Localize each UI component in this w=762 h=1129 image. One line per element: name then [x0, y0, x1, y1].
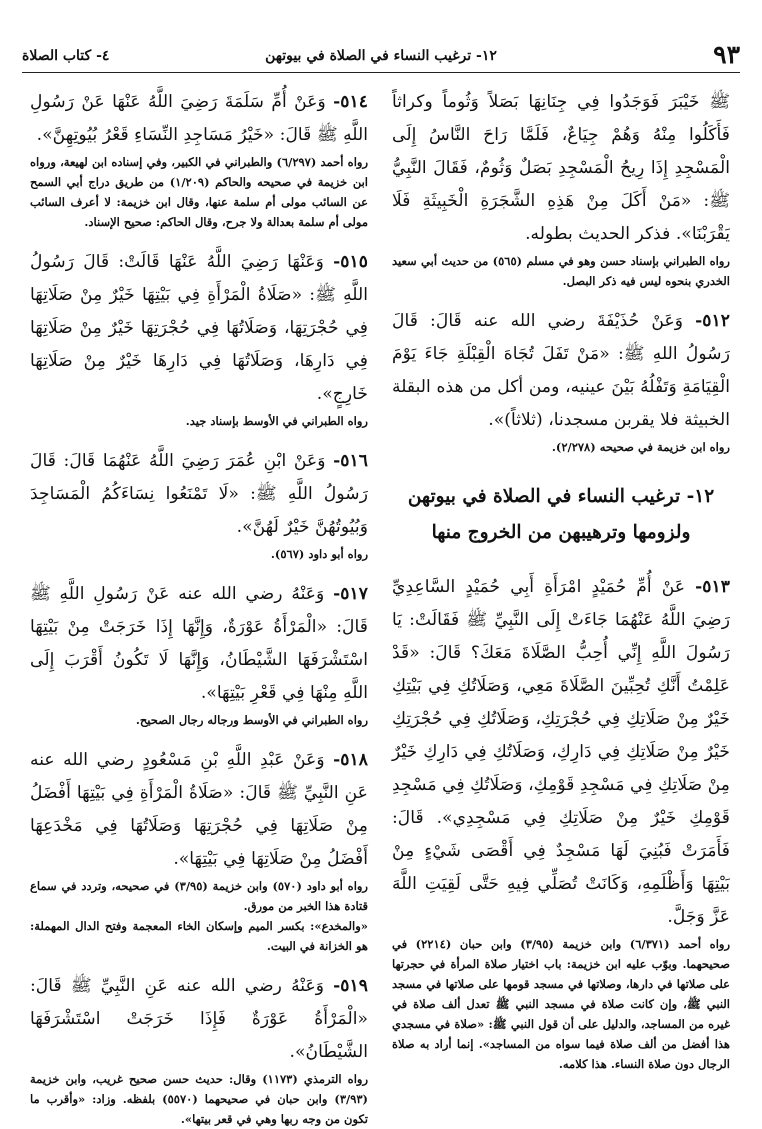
hadith-number: ٥١٦- — [333, 451, 368, 471]
hadith-number: ٥١٨- — [333, 750, 368, 770]
hadith-514-text: وَعَنْ أُمِّ سَلَمَةَ رَضِيَ اللَّهُ عَنْهَا عَنْ رَسُولِ اللَّهِ ﷺ قَالَ: «خَيْرُ مَسَاجِدِ النِّسَاءِ قَعْرُ بُيُوتِهِنَّ». — [30, 92, 368, 145]
page-header — [22, 40, 740, 73]
chapter-heading-line1: ١٢- ترغيب النساء في الصلاة في بيوتهن — [407, 486, 715, 507]
hadith-511-source: رواه الطبراني بإسناد حسن وهو في مسلم (٥٦٥) من حديث أبي سعيد الخدري بنحوه ليس فيه ذكر البصل. — [392, 254, 730, 288]
hadith-number: ٥١٧- — [333, 584, 368, 604]
hadith-519-text: وَعَنْهُ رضي الله عنه عَنِ النَّبِيِّ ﷺ قَالَ: «الْمَرْأَةُ عَوْرَةٌ فَإِذَا خَرَجَتْ اسْتَشْرَفَهَا الشَّيْطَانُ». — [30, 976, 368, 1062]
hadith-516-text: وَعَنْ ابْنِ عُمَرَ رَضِيَ اللَّهُ عَنْهُمَا قَالَ: قَالَ رَسُولُ اللَّهِ ﷺ: «لَا تَمْنَعُوا نِسَاءَكُمُ الْمَسَاجِدَ وَبُيُوتُهُنَّ خَيْرٌ لَهُنَّ». — [30, 451, 368, 537]
right-column — [392, 86, 730, 1074]
hadith-517-source: رواه الطبراني في الأوسط ورجاله رجال الصحيح. — [135, 713, 368, 727]
page-number: ٩٣ — [713, 40, 740, 69]
running-book-title: ٤- كتاب الصلاة — [22, 48, 110, 64]
hadith-517 — [30, 578, 368, 710]
hadith-513-text: عَنْ أُمِّ حُمَيْدٍ امْرَأَةِ أَبِي حُمَيْدٍ السَّاعِدِيِّ رَضِيَ اللَّهُ عَنْهُمَا جَاءَتْ إِلَى النَّبِيِّ ﷺ فَقَالَتْ: يَا رَسُولَ اللَّهِ إِنِّي أُحِبُّ الصَّلَاةَ مَعَكَ؟ قَالَ: «قَدْ عَلِمْتُ أَنَّكِ تُحِبِّينَ الصَّلَاةَ مَعِي، وَصَلَاتُكِ فِي بَيْتِكِ خَيْرٌ مِنْ صَلَاتِكِ فِي حُجْرَتِكِ، وَصَلَاتُكِ فِي حُجْرَتِكِ خَيْرٌ مِنْ صَلَاتِكِ فِي دَارِكِ، وَصَلَاتُكِ فِي دَارِكِ خَيْرٌ مِنْ صَلَاتِكِ فِي مَسْجِدِ قَوْمِكِ، وَصَلَاتُكِ فِي مَسْجِدِ قَوْمِكِ خَيْرٌ مِنْ صَلَاتِكِ فِي مَسْجِدِي». قَالَ: فَأَمَرَتْ فَبُنِيَ لَهَا مَسْجِدٌ فِي أَقْصَى شَيْءٍ مِنْ بَيْتِهَا وَأَظْلَمِهِ، وَكَانَتْ تُصَلِّي فِيهِ حَتَّى لَقِيَتِ اللَّهَ عَزَّ وَجَلَّ. — [392, 577, 730, 927]
running-chapter-title: ١٢- ترغيب النساء في الصلاة في بيوتهن — [265, 48, 497, 64]
hadith-518 — [30, 744, 368, 876]
hadith-512 — [392, 305, 730, 437]
hadith-513 — [392, 571, 730, 934]
hadith-519-source: رواه الترمذي (١١٧٣) وقال: حديث حسن صحيح غريب، وابن خزيمة (٣/٩٣) وابن حبان في صحيحهما (٥٥٧٠) بلفظه. وزاد: «وأقرب ما تكون من وجه ربها وهي في قعر بيتها». — [30, 1072, 368, 1126]
hadith-514 — [30, 86, 368, 152]
chapter-heading-line2: ولزومها وترهيبهن من الخروج منها — [431, 522, 691, 543]
hadith-513-source: رواه أحمد (٦/٣٧١) وابن خزيمة (٣/٩٥) وابن حبان (٢٢١٤) في صحيحهما. وبوّب عليه ابن خزيمة: باب اختيار صلاة المرأة في حجرتها على صلاتها في دارها، وصلاتها في مسجد قومها على صلاتها في مسجد النبي ﷺ، وإن كانت صلاة في مسجد النبي ﷺ تعدل ألف صلاة في غيره من المساجد، والدليل على أن قول النبي ﷺ: «صلاة في مسجدي هذا أفضل من ألف صلاة فيما سواه من المساجد». إنما أراد به صلاة الرجال دون صلاة النساء. هذا كلامه. — [392, 937, 731, 1071]
hadith-514-source: رواه أحمد (٦/٢٩٧) والطبراني في الكبير، وفي إسناده ابن لهيعة، ورواه ابن خزيمة في صحيحه والحاكم (١/٢٠٩) من طريق دراج أبي السمح عن السائب مولى أم سلمة عنها، وقال ابن خزيمة: لا أعرف السائب مولى أم سلمة بعدالة ولا جرح، وقال الحاكم: صحيح الإسناد. — [30, 155, 369, 229]
hadith-number: ٥١٩- — [333, 976, 368, 996]
hadith-518-note: «والمخدع»: بكسر الميم وإسكان الخاء المعجمة وفتح الدال المهملة: هو الخزانة في البيت. — [30, 919, 368, 953]
hadith-number: ٥١٣- — [695, 577, 730, 597]
chapter-heading — [392, 479, 730, 551]
hadith-number: ٥١٥- — [333, 252, 368, 272]
hadith-515 — [30, 246, 368, 411]
hadith-512-text: وَعَنْ حُذَيْفَةَ رضي الله عنه قَالَ: قَالَ رَسُولُ اللهِ ﷺ: «مَنْ تَفَلَ تُجَاهَ الْقِبْلَةِ جَاءَ يَوْمَ الْقِيَامَةِ وَتَفْلُهُ بَيْنَ عينيه، ومن أكل من هذه البقلة الخبيثة فلا يقربن مسجدنا، (ثلاثاً)». — [392, 311, 730, 430]
hadith-515-source: رواه الطبراني في الأوسط بإسناد جيد. — [185, 414, 368, 428]
hadith-515-text: وَعَنْهَا رَضِيَ اللَّهُ عَنْهَا قَالَتْ: قَالَ رَسُولُ اللَّهِ ﷺ: «صَلَاةُ الْمَرْأَةِ فِي بَيْتِهَا خَيْرٌ مِنْ صَلَاتِهَا فِي حُجْرَتِهَا، وَصَلَاتُهَا فِي حُجْرَتِهَا خَيْرٌ مِنْ صَلَاتِهَا فِي دَارِهَا، وَصَلَاتُهَا فِي دَارِهَا خَيْرٌ مِنْ صَلَاتِهَا خَارِجٍ». — [30, 252, 368, 404]
hadith-518-text: وَعَنْ عَبْدِ اللَّهِ بْنِ مَسْعُودٍ رضي الله عنه عَنِ النَّبِيِّ ﷺ قَالَ: «صَلَاةُ الْمَرْأَةِ فِي بَيْتِهَا أَفْضَلُ مِنْ صَلَاتِهَا فِي حُجْرَتِهَا وَصَلَاتُهَا فِي مَخْدَعِهَا أَفْضَلُ مِنْ صَلَاتِهَا فِي بَيْتِهَا». — [30, 750, 368, 869]
left-column — [30, 86, 368, 1129]
hadith-511-text: ﷺ خَيْبَرَ فَوَجَدُوا فِي جِنَانِهَا بَصَلاً وَثُوماً وكراثاً فَأَكَلُوا مِنْهُ وَهُمْ جِيَاعٌ، فَلَمَّا رَاحَ النَّاسُ إِلَى الْمَسْجِدِ إِذَا رِيحُ الْمَسْجِدِ بَصَلٌ وَثُومٌ، فَقَالَ النَّبِيُّ ﷺ: «مَنْ أَكَلَ مِنْ هَذِهِ الشَّجَرَةِ الْخَبِيثَةِ فَلَا يَقْرَبْنَا». فذكر الحديث بطوله. — [392, 92, 730, 244]
hadith-519 — [30, 970, 368, 1069]
hadith-516 — [30, 445, 368, 544]
hadith-518-source: رواه أبو داود (٥٧٠) وابن خزيمة (٣/٩٥) في صحيحه، وتردد في سماع قتادة هذا الخبر من مورق. — [30, 879, 368, 913]
hadith-number: ٥١٢- — [695, 311, 730, 331]
hadith-512-source: رواه ابن خزيمة في صحيحه (٢/٢٧٨). — [551, 440, 730, 454]
hadith-number: ٥١٤- — [333, 92, 368, 112]
hadith-517-text: وَعَنْهُ رضي الله عنه عَنْ رَسُولِ اللَّهِ ﷺ قَالَ: «الْمَرْأَةُ عَوْرَةٌ، وَإِنَّهَا إِذَا خَرَجَتْ مِنْ بَيْتِهَا اسْتَشْرَفَهَا الشَّيْطَانُ، وَإِنَّهَا لَا تَكُونُ أَقْرَبَ إِلَى اللَّهِ مِنْهَا فِي قَعْرِ بَيْتِهَا». — [30, 584, 368, 703]
hadith-516-source: رواه أبو داود (٥٦٧). — [270, 547, 368, 561]
